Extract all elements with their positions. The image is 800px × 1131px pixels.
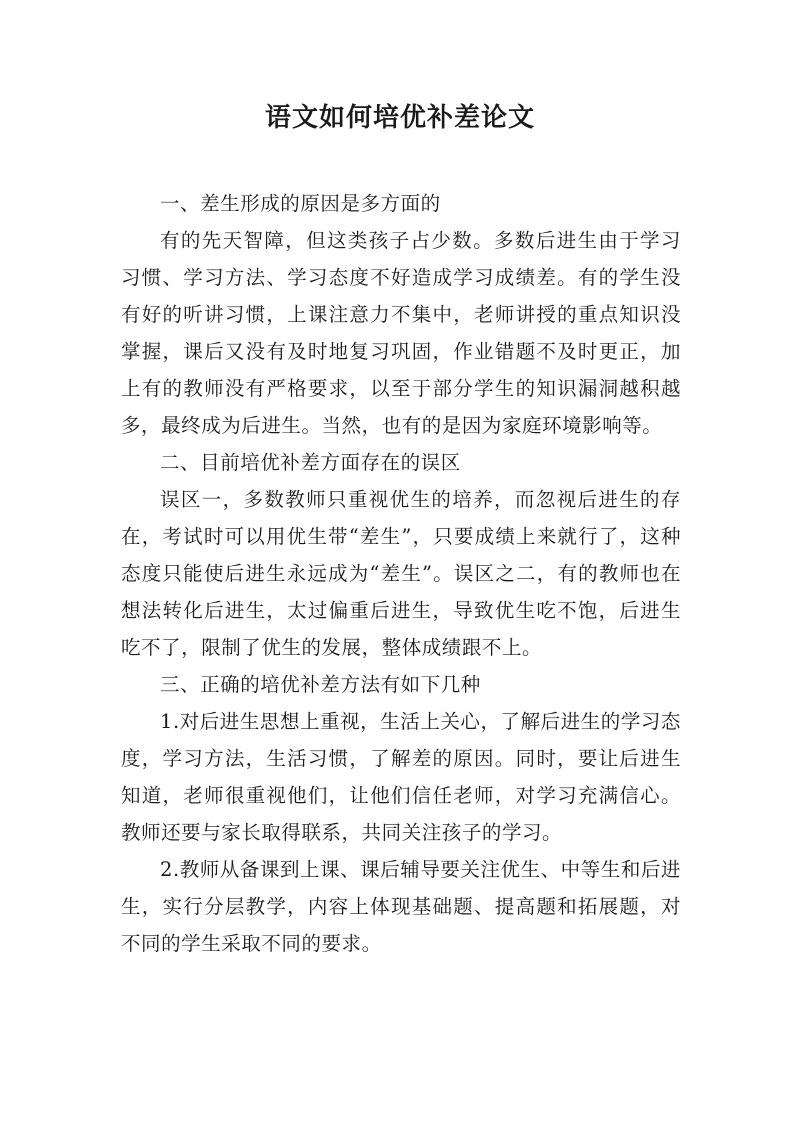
- paragraph-method-2: 2.教师从备课到上课、课后辅导要关注优生、中等生和后进生，实行分层教学，内容上体现基础题、提高题和拓展题，对不同的学生采取不同的要求。: [121, 858, 681, 955]
- paragraph-misconceptions: 误区一，多数教师只重视优生的培养，而忽视后进生的存在，考试时可以用优生带“差生”，只要成绩上来就行了，这种态度只能使后进生永远成为“差生”。误区之二，有的教师也在想法转化后进生，太过偏重后进生，导致优生吃不饱，后进生吃不了，限制了优生的发展，整体成绩跟不上。: [121, 488, 681, 659]
- section-heading-causes: 一、差生形成的原因是多方面的: [160, 192, 441, 215]
- section-heading-misconceptions: 二、目前培优补差方面存在的误区: [160, 451, 461, 474]
- document-title: 语文如何培优补差论文: [264, 103, 535, 133]
- document-body: [121, 185, 681, 962]
- section-heading-methods: 三、正确的培优补差方法有如下几种: [160, 673, 481, 696]
- paragraph-causes: 有的先天智障，但这类孩子占少数。多数后进生由于学习习惯、学习方法、学习态度不好造成学习成绩差。有的学生没有好的听讲习惯，上课注意力不集中，老师讲授的重点知识没掌握，课后又没有及时地复习巩固，作业错题不及时更正，加上有的教师没有严格要求，以至于部分学生的知识漏洞越积越多，最终成为后进生。当然，也有的是因为家庭环境影响等。: [121, 229, 681, 437]
- paragraph-method-1: 1.对后进生思想上重视，生活上关心，了解后进生的学习态度，学习方法，生活习惯，了解差的原因。同时，要让后进生知道，老师很重视他们，让他们信任老师，对学习充满信心。教师还要与家长取得联系，共同关注孩子的学习。: [121, 710, 681, 844]
